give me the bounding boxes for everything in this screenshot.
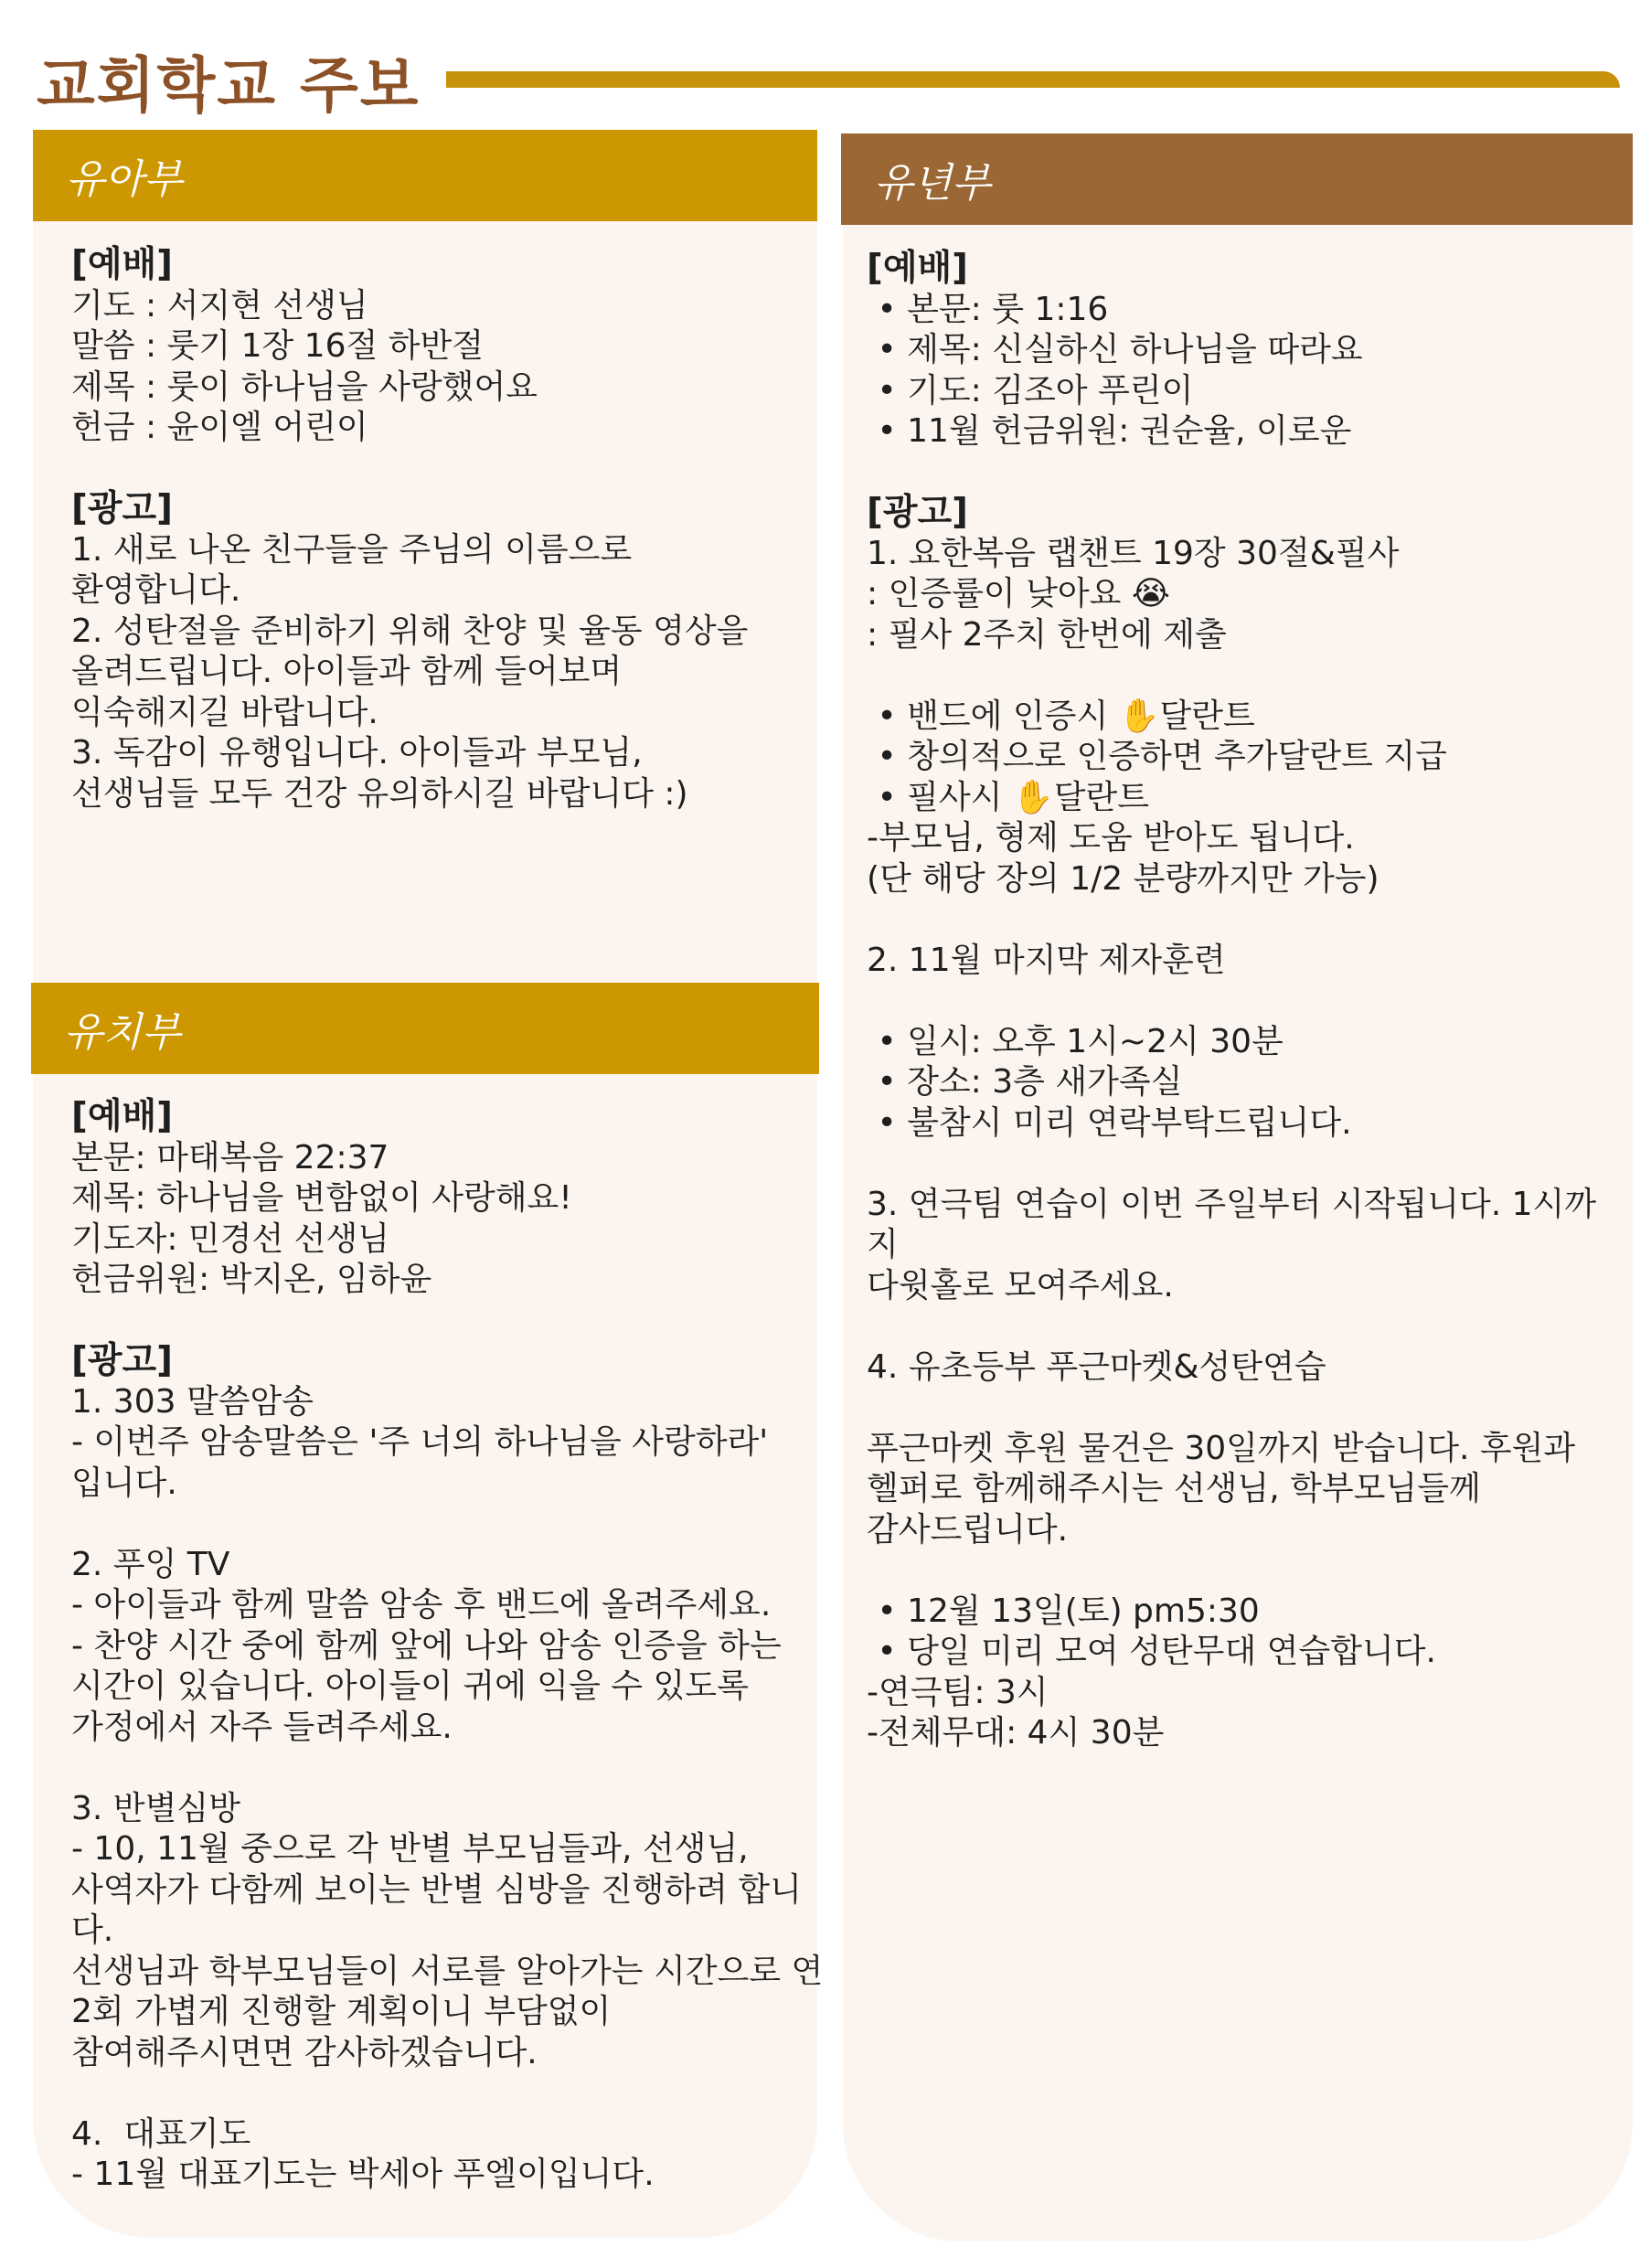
text-line: 3. 연극팀 연습이 이번 주일부터 시작됩니다. 1시까지 — [867, 1185, 1597, 1263]
text-line: 헬퍼로 함께해주시는 선생님, 학부모님들께 — [867, 1470, 1481, 1507]
section-subheading: [광고] — [867, 492, 968, 533]
text-line: -전체무대: 4시 30분 — [867, 1714, 1165, 1752]
text-line: • 11월 헌금위원: 권순율, 이로운 — [867, 412, 1352, 450]
text-line: • 창의적으로 인증하면 추가달란트 지급 — [867, 738, 1447, 775]
text-line: 말씀 : 룻기 1장 16절 하반절 — [71, 327, 485, 365]
text-line: 선생님과 학부모님들이 서로를 알아가는 시간으로 연 — [71, 1952, 824, 1990]
title-divider — [446, 71, 1620, 88]
section-subheading: [예배] — [71, 1096, 173, 1137]
text-line: 1. 303 말씀암송 — [71, 1382, 314, 1421]
text-line: 시간이 있습니다. 아이들이 귀에 익을 수 있도록 — [71, 1667, 749, 1705]
text-line: - 10, 11월 중으로 각 반별 부모님들과, 선생님, — [71, 1830, 749, 1868]
kinder-content — [71, 1097, 830, 2196]
blank-line — [71, 1504, 830, 1545]
infant-header-label: 유아부 — [66, 156, 183, 203]
blank-line — [867, 1388, 1625, 1429]
text-line: 제목 : 룻이 하나님을 사랑했어요 — [71, 367, 538, 406]
blank-line — [71, 1301, 830, 1342]
text-line: • 필사시 ✋달란트 — [867, 778, 1150, 816]
blank-line — [867, 655, 1625, 697]
text-line: • 제목: 신실하신 하나님을 따라요 — [867, 331, 1363, 368]
text-line: 2회 가볍게 진행할 계획이니 부담없이 — [71, 1993, 612, 2030]
text-line: 사역자가 다함께 보이는 반별 심방을 진행하려 합니다. — [71, 1870, 802, 1949]
text-line: • 장소: 3층 새가족실 — [867, 1063, 1183, 1101]
youth-section-header — [841, 133, 1633, 225]
blank-line — [867, 453, 1625, 494]
text-line: • 일시: 오후 1시~2시 30분 — [867, 1022, 1284, 1060]
text-line: 올려드립니다. 아이들과 함께 들어보며 — [71, 653, 623, 690]
text-line: 1. 새로 나온 친구들을 주님의 이름으로 — [71, 530, 633, 569]
blank-line — [71, 449, 803, 490]
kinder-header-label: 유치부 — [64, 1009, 181, 1056]
text-line: - 찬양 시간 중에 함께 앞에 나와 암송 인증을 하는 — [71, 1626, 782, 1665]
text-line: - 11월 대표기도는 박세아 푸엘이입니다. — [71, 2156, 655, 2193]
text-line: : 인증률이 낮아요 😭 — [867, 575, 1170, 612]
text-line: 헌금위원: 박지온, 임하윤 — [71, 1261, 432, 1298]
text-line: 2. 푸잉 TV — [71, 1545, 230, 1583]
text-line: 3. 독감이 유행입니다. 아이들과 부모님, — [71, 734, 643, 772]
text-line: 푸근마켓 후원 물건은 30일까지 받습니다. 후원과 — [867, 1429, 1576, 1467]
text-line: 2. 11월 마지막 제자훈련 — [867, 941, 1226, 979]
blank-line — [867, 981, 1625, 1022]
text-line: -연극팀: 3시 — [867, 1673, 1049, 1711]
text-line: • 12월 13일(토) pm5:30 — [867, 1592, 1260, 1630]
text-line: 선생님들 모두 건강 유의하시길 바랍니다 :) — [71, 774, 688, 813]
text-line: 1. 요한복음 랩챈트 19장 30절&필사 — [867, 534, 1400, 572]
text-line: (단 해당 장의 1/2 분량까지만 가능) — [867, 859, 1379, 898]
blank-line — [71, 1748, 830, 1789]
text-line: 기도 : 서지현 선생님 — [71, 286, 368, 325]
text-line: - 아이들과 함께 말씀 암송 후 밴드에 올려주세요. — [71, 1586, 772, 1624]
section-subheading: [예배] — [867, 248, 968, 289]
blank-line — [867, 1306, 1625, 1347]
bulletin-title: 교회학교 주보 — [37, 50, 421, 121]
text-line: 제목: 하나님을 변함없이 사랑해요! — [71, 1179, 572, 1217]
infant-content — [71, 245, 803, 815]
section-subheading: [예배] — [71, 244, 173, 285]
text-line: 입니다. — [71, 1464, 177, 1502]
blank-line — [71, 2073, 830, 2114]
text-line: 다윗홀로 모여주세요. — [867, 1266, 1174, 1304]
youth-header-label: 유년부 — [874, 160, 991, 207]
text-line: -부모님, 형제 도움 받아도 됩니다. — [867, 819, 1355, 857]
blank-line — [867, 1550, 1625, 1592]
section-subheading: [광고] — [71, 488, 173, 529]
infant-section-header — [33, 130, 817, 221]
text-line: 가정에서 자주 들려주세요. — [71, 1708, 453, 1746]
text-line: 참여해주시면면 감사하겠습니다. — [71, 2033, 538, 2071]
text-line: • 불참시 미리 연락부탁드립니다. — [867, 1103, 1352, 1142]
text-line: 환영합니다. — [71, 571, 241, 609]
text-line: 헌금 : 윤이엘 어린이 — [71, 409, 368, 446]
blank-line — [867, 900, 1625, 941]
text-line: 3. 반별심방 — [71, 1789, 240, 1827]
text-line: 익숙해지길 바랍니다. — [71, 693, 378, 731]
text-line: • 기도: 김조아 푸린이 — [867, 371, 1194, 410]
text-line: 본문: 마태복음 22:37 — [71, 1138, 389, 1177]
text-line: 감사드립니다. — [867, 1510, 1069, 1549]
kinder-section-header — [31, 983, 819, 1074]
text-line: • 본문: 룻 1:16 — [867, 290, 1109, 328]
youth-content — [867, 249, 1625, 1754]
section-subheading: [광고] — [71, 1340, 173, 1381]
text-line: - 이번주 암송말씀은 '주 너의 하나님을 사랑하라' — [71, 1423, 769, 1461]
text-line: 2. 성탄절을 준비하기 위해 찬양 및 율동 영상을 — [71, 612, 749, 650]
text-line: • 밴드에 인증시 ✋달란트 — [867, 697, 1255, 735]
text-line: 기도자: 민경선 선생님 — [71, 1219, 389, 1258]
text-line: 4. 대표기도 — [71, 2114, 251, 2153]
text-line: • 당일 미리 모여 성탄무대 연습합니다. — [867, 1633, 1436, 1670]
blank-line — [867, 1144, 1625, 1185]
text-line: : 필사 2주치 한번에 제출 — [867, 615, 1227, 654]
text-line: 4. 유초등부 푸근마켓&성탄연습 — [867, 1347, 1326, 1386]
